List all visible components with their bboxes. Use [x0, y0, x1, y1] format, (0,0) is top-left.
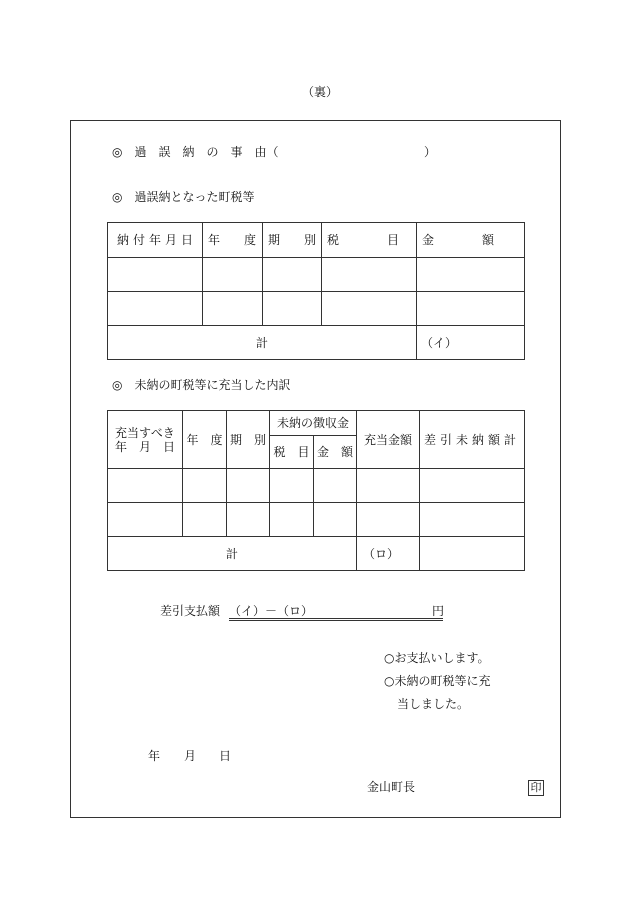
payment-underline [229, 618, 443, 619]
header-period: 期 別 [263, 223, 322, 258]
seal-box: 印 [528, 780, 544, 796]
header-amount: 金 額 [417, 223, 525, 258]
payment-underline [229, 620, 443, 621]
table-row [108, 503, 525, 537]
header-balance: 差引未納額計 [420, 411, 525, 469]
header-apply-date [108, 411, 183, 469]
header-tax-item: 税 目 [322, 223, 417, 258]
date-day: 日 [219, 749, 232, 763]
note-applied-line1: ○未納の町税等に充 [384, 674, 491, 688]
header-apply-date-line2: 年 月 日 [115, 439, 176, 454]
note-applied-line2: 当しました。 [397, 697, 470, 711]
payment-formula: （イ）－（ロ） [229, 604, 314, 618]
table2-total-mark: （ロ） [357, 537, 420, 571]
page-side-label: （裏） [302, 85, 339, 99]
table-row [108, 469, 525, 503]
table2-total-label: 計 [108, 537, 357, 571]
reason-close: ） [424, 145, 437, 159]
table-row [108, 292, 525, 326]
header-apply-date-line1: 充当すべき [115, 425, 175, 440]
table2-title: ◎ 未納の町税等に充当した内訳 [112, 378, 291, 392]
header-unpaid: 未納の徴収金 [270, 411, 357, 436]
header-tax-item: 税 目 [270, 436, 314, 469]
header-applied-amount: 充当金額 [357, 411, 420, 469]
overpaid-tax-table [107, 222, 525, 360]
header-amount: 金 額 [314, 436, 357, 469]
header-payment-date: 納付年月日 [108, 223, 203, 258]
date-year: 年 [148, 749, 161, 763]
header-year: 年 度 [203, 223, 263, 258]
table1-title: ◎ 過誤納となった町税等 [112, 190, 255, 204]
table-row [108, 258, 525, 292]
reason-label: ◎ 過 誤 納 の 事 由（ [112, 145, 279, 159]
table1-total-label: 計 [108, 326, 417, 360]
payment-label: 差引支払額 [160, 604, 221, 618]
payment-unit: 円 [432, 604, 445, 618]
date-month: 月 [184, 749, 197, 763]
note-pay: ○お支払いします。 [384, 651, 490, 665]
table1-total-mark: （イ） [417, 326, 525, 360]
header-year: 年 度 [183, 411, 227, 469]
signer-title: 金山町長 [367, 780, 416, 794]
applied-tax-table [107, 410, 525, 571]
header-period: 期 別 [227, 411, 270, 469]
